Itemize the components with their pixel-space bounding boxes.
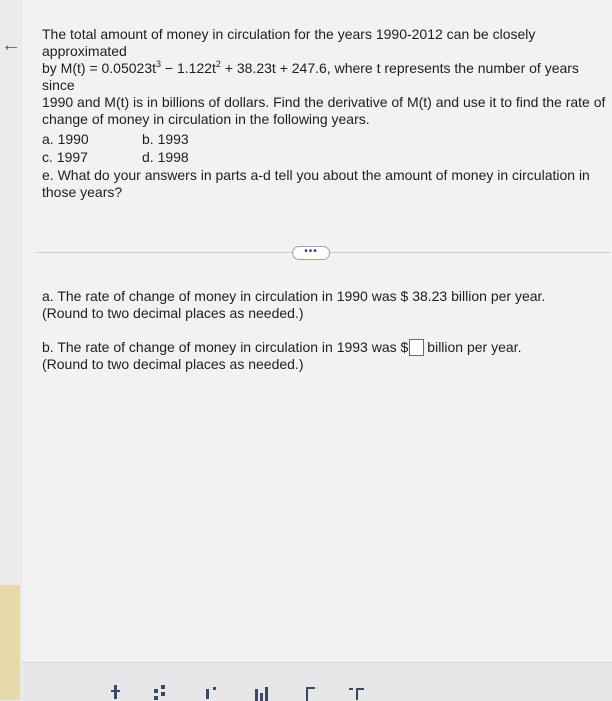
bar-icon[interactable]: [108, 685, 124, 701]
tool-icon[interactable]: [348, 685, 364, 701]
dot-icon[interactable]: [204, 685, 220, 701]
answer-b: [42, 339, 602, 373]
question-formula: by $M(t) = 0.05023t^3 - 1.122t^2 + 38.23t + 247.6$, where t represents the number of years since: [42, 59, 579, 93]
part-a: a. 1990: [42, 131, 89, 147]
answer-a-note: (Round to two decimal places as needed.): [42, 305, 304, 321]
question-text: [42, 26, 610, 201]
chart-icon[interactable]: [254, 685, 270, 701]
bracket-icon[interactable]: [304, 685, 320, 701]
question-parts: [42, 131, 610, 166]
answer-b-note: (Round to two decimal places as needed.): [42, 356, 304, 372]
part-b: b. 1993: [142, 131, 189, 147]
more-button[interactable]: •••: [292, 246, 330, 260]
answer-b-input[interactable]: [409, 339, 424, 356]
answer-b-line: b. The rate of change of money in circulation in 1993 was $ billion per year.: [42, 339, 522, 355]
answer-a: [42, 288, 602, 322]
question-line3: 1990 and M(t) is in billions of dollars. Find the derivative of M(t) and use it to find the rate of: [42, 94, 606, 110]
question-intro: The total amount of money in circulation for the years 1990-2012 can be closely approximated: [42, 26, 536, 59]
arrow-left-icon[interactable]: ←: [1, 34, 21, 56]
question-line4: change of money in circulation in the following years.: [42, 111, 370, 127]
part-e-line2: those years?: [42, 184, 123, 200]
part-d: d. 1998: [142, 149, 189, 165]
answer-a-line: a. The rate of change of money in circulation in 1990 was $ 38.23 billion per year.: [42, 288, 546, 304]
answer-a-value: 38.23: [412, 288, 448, 304]
bottom-toolbar: [22, 662, 612, 701]
grid-icon[interactable]: [152, 685, 168, 701]
side-strip: [0, 585, 20, 700]
part-e-line1: e. What do your answers in parts a-d tell you about the amount of money in circulation in: [42, 167, 590, 183]
part-c: c. 1997: [42, 149, 88, 165]
